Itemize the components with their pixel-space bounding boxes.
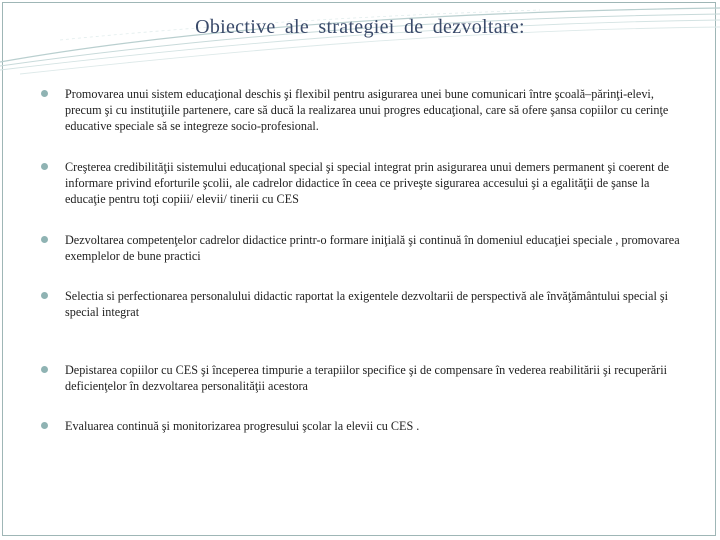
list-item-text: Depistarea copiilor cu CES şi începerea timpurie a terapiilor specifice şi de compensare în vederea reabilitării şi recuperării deficienţelor în dezvoltarea personalităţii acestora [65,363,668,393]
list-item-text: Evaluarea continuă şi monitorizarea progresului şcolar la elevii cu CES . [65,419,420,433]
list-item [40,159,680,207]
bullet-dot-icon [41,236,48,243]
bullet-dot-icon [41,422,48,429]
list-item [40,362,680,394]
list-item-text: Selectia si perfectionarea personalului didactic raportat la exigentele dezvoltarii de perspectivă ale învăţământului special şi special integrat [65,289,669,319]
bullet-dot-icon [41,163,48,170]
bullet-dot-icon [41,292,48,299]
bullet-dot-icon [41,90,48,97]
list-item [40,232,680,264]
list-item-text: Dezvoltarea competenţelor cadrelor didactice printr-o formare iniţială şi continuă în domeniul educaţiei speciale , promovarea exemplelor de bune practici [65,233,680,263]
list-item [40,288,680,320]
list-item-text: Promovarea unui sistem educaţional deschis şi flexibil pentru asigurarea unei bune comunicari între şcoală–părinţi-elevi, precum şi cu instituţiile partenere, care să ducă la realizarea unui progres educaţional, care să ofere şansa copiilor cu cerinţe educative speciale să se integreze socio-profesional. [65,87,669,133]
slide-title: Obiective ale strategiei de dezvoltare: [195,16,525,38]
list-item-text: Creşterea credibilităţii sistemului educaţional special şi special integrat prin asigurarea unui demers permanent şi coerent de informare privind eforturile şcolii, ale cadrelor didactice în ceea ce priveşte sigurarea accesului şi a egalităţii de şanse la educaţie pentru toţi copiii/ elevii/ tinerii cu CES [65,160,670,206]
bullet-dot-icon [41,366,48,373]
decorative-swooshes [0,0,720,80]
objectives-list [40,86,680,434]
list-item [40,418,680,434]
list-item [40,86,680,134]
